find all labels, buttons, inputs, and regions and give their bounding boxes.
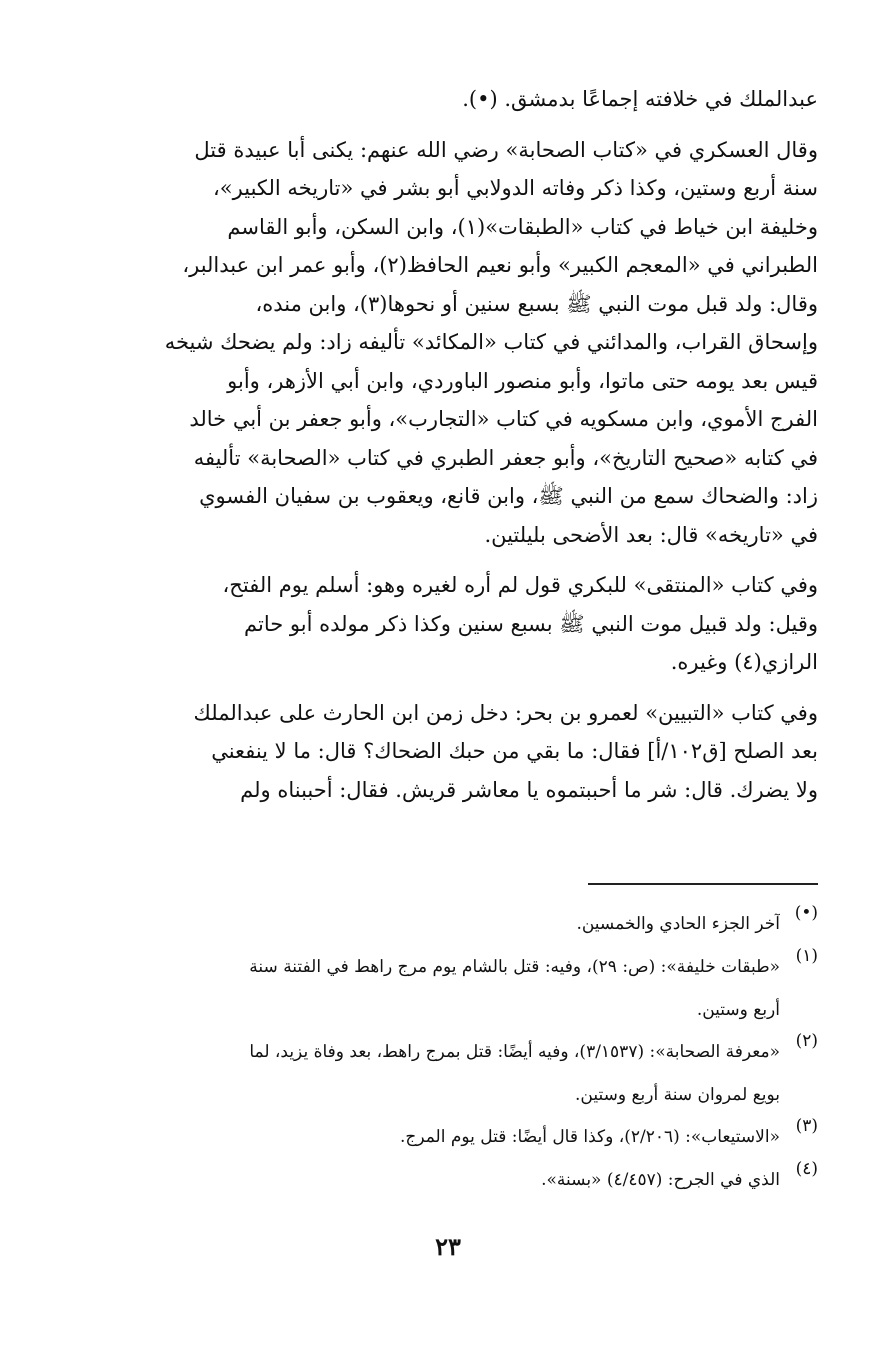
footnote: [78, 903, 818, 946]
main-text: [78, 80, 818, 809]
footnote-number: (•): [794, 903, 818, 923]
footnote: [78, 1159, 818, 1202]
text-line: الرازي(٤) وغيره.: [670, 650, 818, 674]
text-line: وفي كتاب «التبيين» لعمرو بن بحر: دخل زمن ابن الحارث على عبدالملك: [193, 700, 818, 725]
text-line: وقال العسكري في «كتاب الصحابة» رضي الله عنهم: يكنى أبا عبيدة قتل: [194, 137, 818, 162]
footnote-line: آخر الجزء الحادي والخمسين.: [576, 914, 780, 934]
text-line: وقيل: ولد قبيل موت النبي ﷺ بسبع سنين وكذا ذكر مولده أبو حاتم: [244, 611, 818, 636]
footnote-line: «الاستيعاب»: (٢/٢٠٦)، وكذا قال أيضًا: قتل يوم المرج.: [399, 1127, 780, 1147]
text-line: وفي كتاب «المنتقى» للبكري قول لم أره لغيره وهو: أسلم يوم الفتح،: [222, 573, 818, 597]
footnote-number: (٢): [795, 1031, 818, 1051]
text-line: ولا يضرك. قال: شر ما أحببتموه يا معاشر قريش. فقال: أحببناه ولم: [240, 777, 818, 802]
text-line: بعد الصلح [ق١٠٢/أ] فقال: ما بقي من حبك الضحاك؟ قال: ما لا ينفعني: [211, 739, 818, 763]
text-line: عبدالملك في خلافته إجماعًا بدمشق. (•).: [462, 87, 818, 111]
footnote-number: (٤): [795, 1159, 818, 1179]
footnote-separator: [588, 883, 818, 885]
footnote-line: «معرفة الصحابة»: (٣/١٥٣٧)، وفيه أيضًا: قتل بمرج راهط، بعد وفاة يزيد، لما: [249, 1042, 780, 1062]
text-line: وإسحاق القراب، والمدائني في كتاب «المكائد» تأليفه زاد: ولم يضحك شيخه: [164, 330, 818, 354]
footnote-number: (١): [795, 946, 818, 966]
text-line: سنة أربع وستين، وكذا ذكر وفاته الدولابي أبو بشر في «تاريخه الكبير»،: [213, 176, 818, 200]
text-line: الطبراني في «المعجم الكبير» وأبو نعيم الحافظ(٢)، وأبو عمر ابن عبدالبر،: [182, 253, 818, 277]
text-line: في كتابه «صحيح التاريخ»، وأبو جعفر الطبري في كتاب «الصحابة» تأليفه: [193, 445, 818, 470]
footnote-line: أربع وستين.: [696, 1000, 780, 1020]
footnote-number: (٣): [795, 1116, 818, 1136]
text-line: قيس بعد يومه حتى ماتوا، وأبو منصور الباوردي، وابن أبي الأزهر، وأبو: [227, 368, 818, 393]
footnote: [78, 1031, 818, 1116]
text-line: الفرج الأموي، وابن مسكويه في كتاب «التجارب»، وأبو جعفر بن أبي خالد: [189, 407, 818, 431]
text-line: في «تاريخه» قال: بعد الأضحى بليلتين.: [484, 522, 818, 547]
page-number: ٢٣: [435, 1232, 461, 1261]
footnote-line: «طبقات خليفة»: (ص: ٢٩)، وفيه: قتل بالشام يوم مرج راهط في الفتنة سنة: [249, 957, 780, 977]
text-line: زاد: والضحاك سمع من النبي ﷺ، وابن قانع، ويعقوب بن سفيان الفسوي: [199, 484, 818, 508]
footnote: [78, 946, 818, 1031]
text-line: وقال: ولد قبل موت النبي ﷺ بسبع سنين أو نحوها(٣)، وابن منده،: [255, 291, 818, 316]
footnote-line: بويع لمروان سنة أربع وستين.: [575, 1085, 780, 1105]
footnotes: [78, 903, 818, 1202]
footnote-line: الذي في الجرح: (٤/٤٥٧) «بسنة».: [541, 1170, 780, 1190]
footnote: [78, 1116, 818, 1159]
text-line: وخليفة ابن خياط في كتاب «الطبقات»(١)، وابن السكن، وأبو القاسم: [227, 214, 818, 239]
